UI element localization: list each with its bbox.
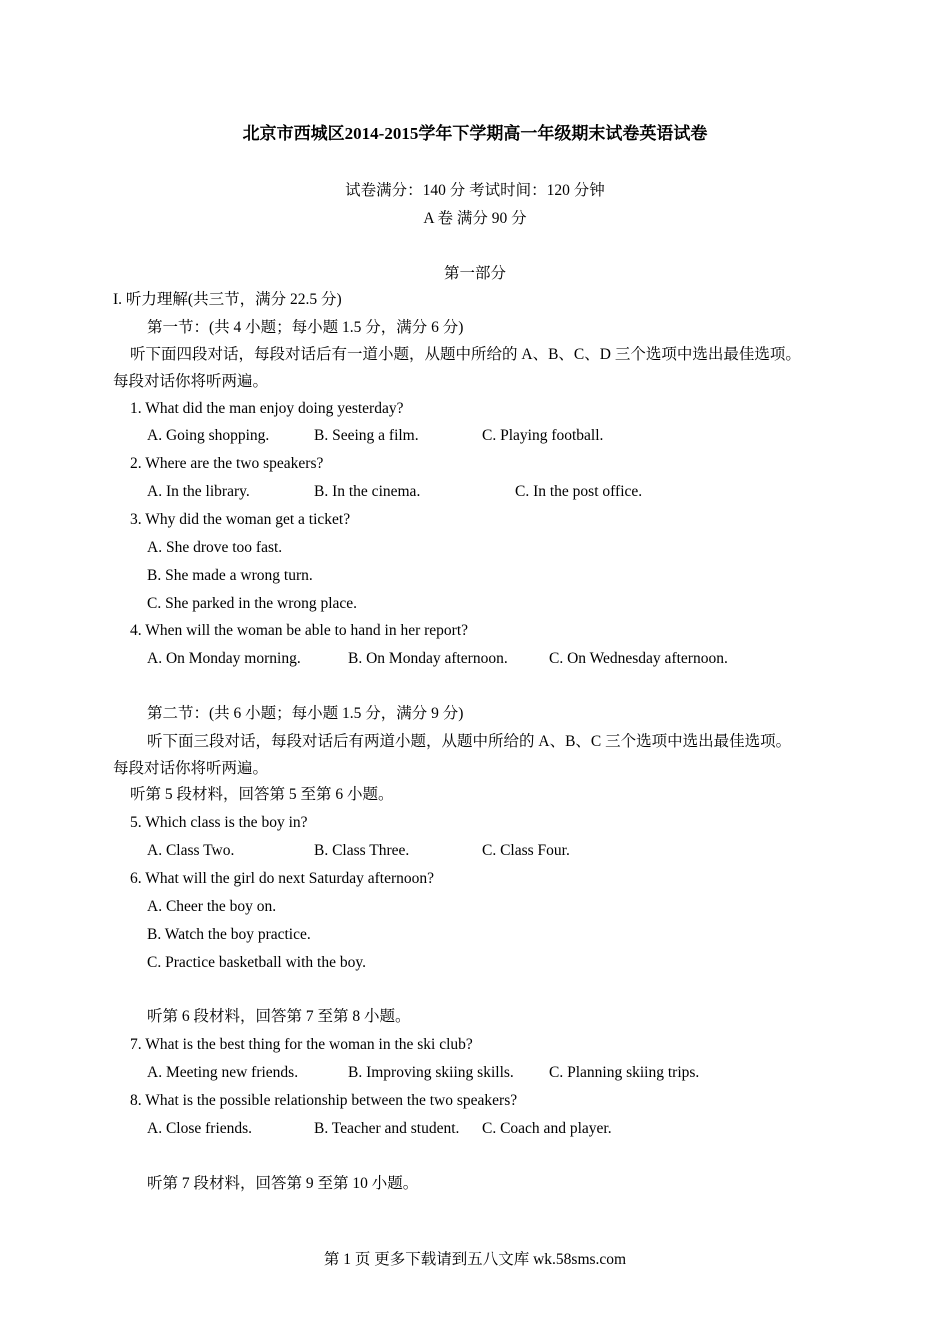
q1-option-c: C. Playing football. <box>482 427 604 444</box>
question-4: 4. When will the woman be able to hand in her report? <box>130 622 469 639</box>
q7-option-c: C. Planning skiing trips. <box>549 1064 700 1081</box>
question-8: 8. What is the possible relationship between the two speakers? <box>130 1092 518 1109</box>
q6-option-a: A. Cheer the boy on. <box>147 898 277 915</box>
q7-option-a: A. Meeting new friends. <box>147 1064 299 1081</box>
q8-option-a: A. Close friends. <box>147 1120 253 1137</box>
q4-option-b: B. On Monday afternoon. <box>348 650 508 667</box>
q7-option-b: B. Improving skiing skills. <box>348 1064 514 1081</box>
section1-instruction-1: 听下面四段对话，每段对话后有一道小题，从题中所给的 A、B、C、D 三个选项中选出最佳选项。 <box>130 346 801 363</box>
q4-option-a: A. On Monday morning. <box>147 650 301 667</box>
section2-heading: 第二节：(共 6 小题；每小题 1.5 分，满分 9 分) <box>147 705 464 722</box>
q1-option-b: B. Seeing a film. <box>314 427 419 444</box>
q1-option-a: A. Going shopping. <box>147 427 270 444</box>
q6-option-b: B. Watch the boy practice. <box>147 926 311 943</box>
q6-option-c: C. Practice basketball with the boy. <box>147 954 366 971</box>
q3-option-a: A. She drove too fast. <box>147 539 283 556</box>
section2-instruction-1: 听下面三段对话，每段对话后有两道小题，从题中所给的 A、B、C 三个选项中选出最佳选项。 <box>147 733 792 750</box>
section-title: I. 听力理解(共三节，满分 22.5 分) <box>113 291 342 308</box>
section1-heading: 第一节：(共 4 小题；每小题 1.5 分，满分 6 分) <box>147 319 464 336</box>
material-6-note: 听第 6 段材料，回答第 7 至第 8 小题。 <box>147 1008 411 1025</box>
q2-option-b: B. In the cinema. <box>314 483 421 500</box>
q8-option-c: C. Coach and player. <box>482 1120 612 1137</box>
page-title: 北京市西城区2014-2015学年下学期高一年级期末试卷英语试卷 <box>242 124 708 143</box>
material-7-note: 听第 7 段材料，回答第 9 至第 10 小题。 <box>147 1175 419 1192</box>
exam-info-line: 试卷满分：140 分 考试时间：120 分钟 <box>345 182 605 199</box>
q2-option-a: A. In the library. <box>147 483 250 500</box>
section2-instruction-2: 每段对话你将听两遍。 <box>113 760 269 777</box>
q5-option-b: B. Class Three. <box>314 842 410 859</box>
q2-option-c: C. In the post office. <box>515 483 643 500</box>
q5-option-a: A. Class Two. <box>147 842 235 859</box>
q5-option-c: C. Class Four. <box>482 842 570 859</box>
part-heading: 第一部分 <box>443 265 506 282</box>
question-2: 2. Where are the two speakers? <box>130 455 324 472</box>
q3-option-c: C. She parked in the wrong place. <box>147 595 358 612</box>
question-3: 3. Why did the woman get a ticket? <box>130 511 351 528</box>
page-footer: 第 1 页 更多下载请到五八文库 wk.58sms.com <box>323 1251 627 1268</box>
question-5: 5. Which class is the boy in? <box>130 814 308 831</box>
question-6: 6. What will the girl do next Saturday afternoon? <box>130 870 435 887</box>
q8-option-b: B. Teacher and student. <box>314 1120 460 1137</box>
q4-option-c: C. On Wednesday afternoon. <box>549 650 728 667</box>
section1-instruction-2: 每段对话你将听两遍。 <box>113 373 269 390</box>
exam-volume-line: A 卷 满分 90 分 <box>423 210 527 227</box>
question-1: 1. What did the man enjoy doing yesterday? <box>130 400 404 417</box>
material-5-note: 听第 5 段材料，回答第 5 至第 6 小题。 <box>130 786 394 803</box>
q3-option-b: B. She made a wrong turn. <box>147 567 313 584</box>
question-7: 7. What is the best thing for the woman in the ski club? <box>130 1036 473 1053</box>
